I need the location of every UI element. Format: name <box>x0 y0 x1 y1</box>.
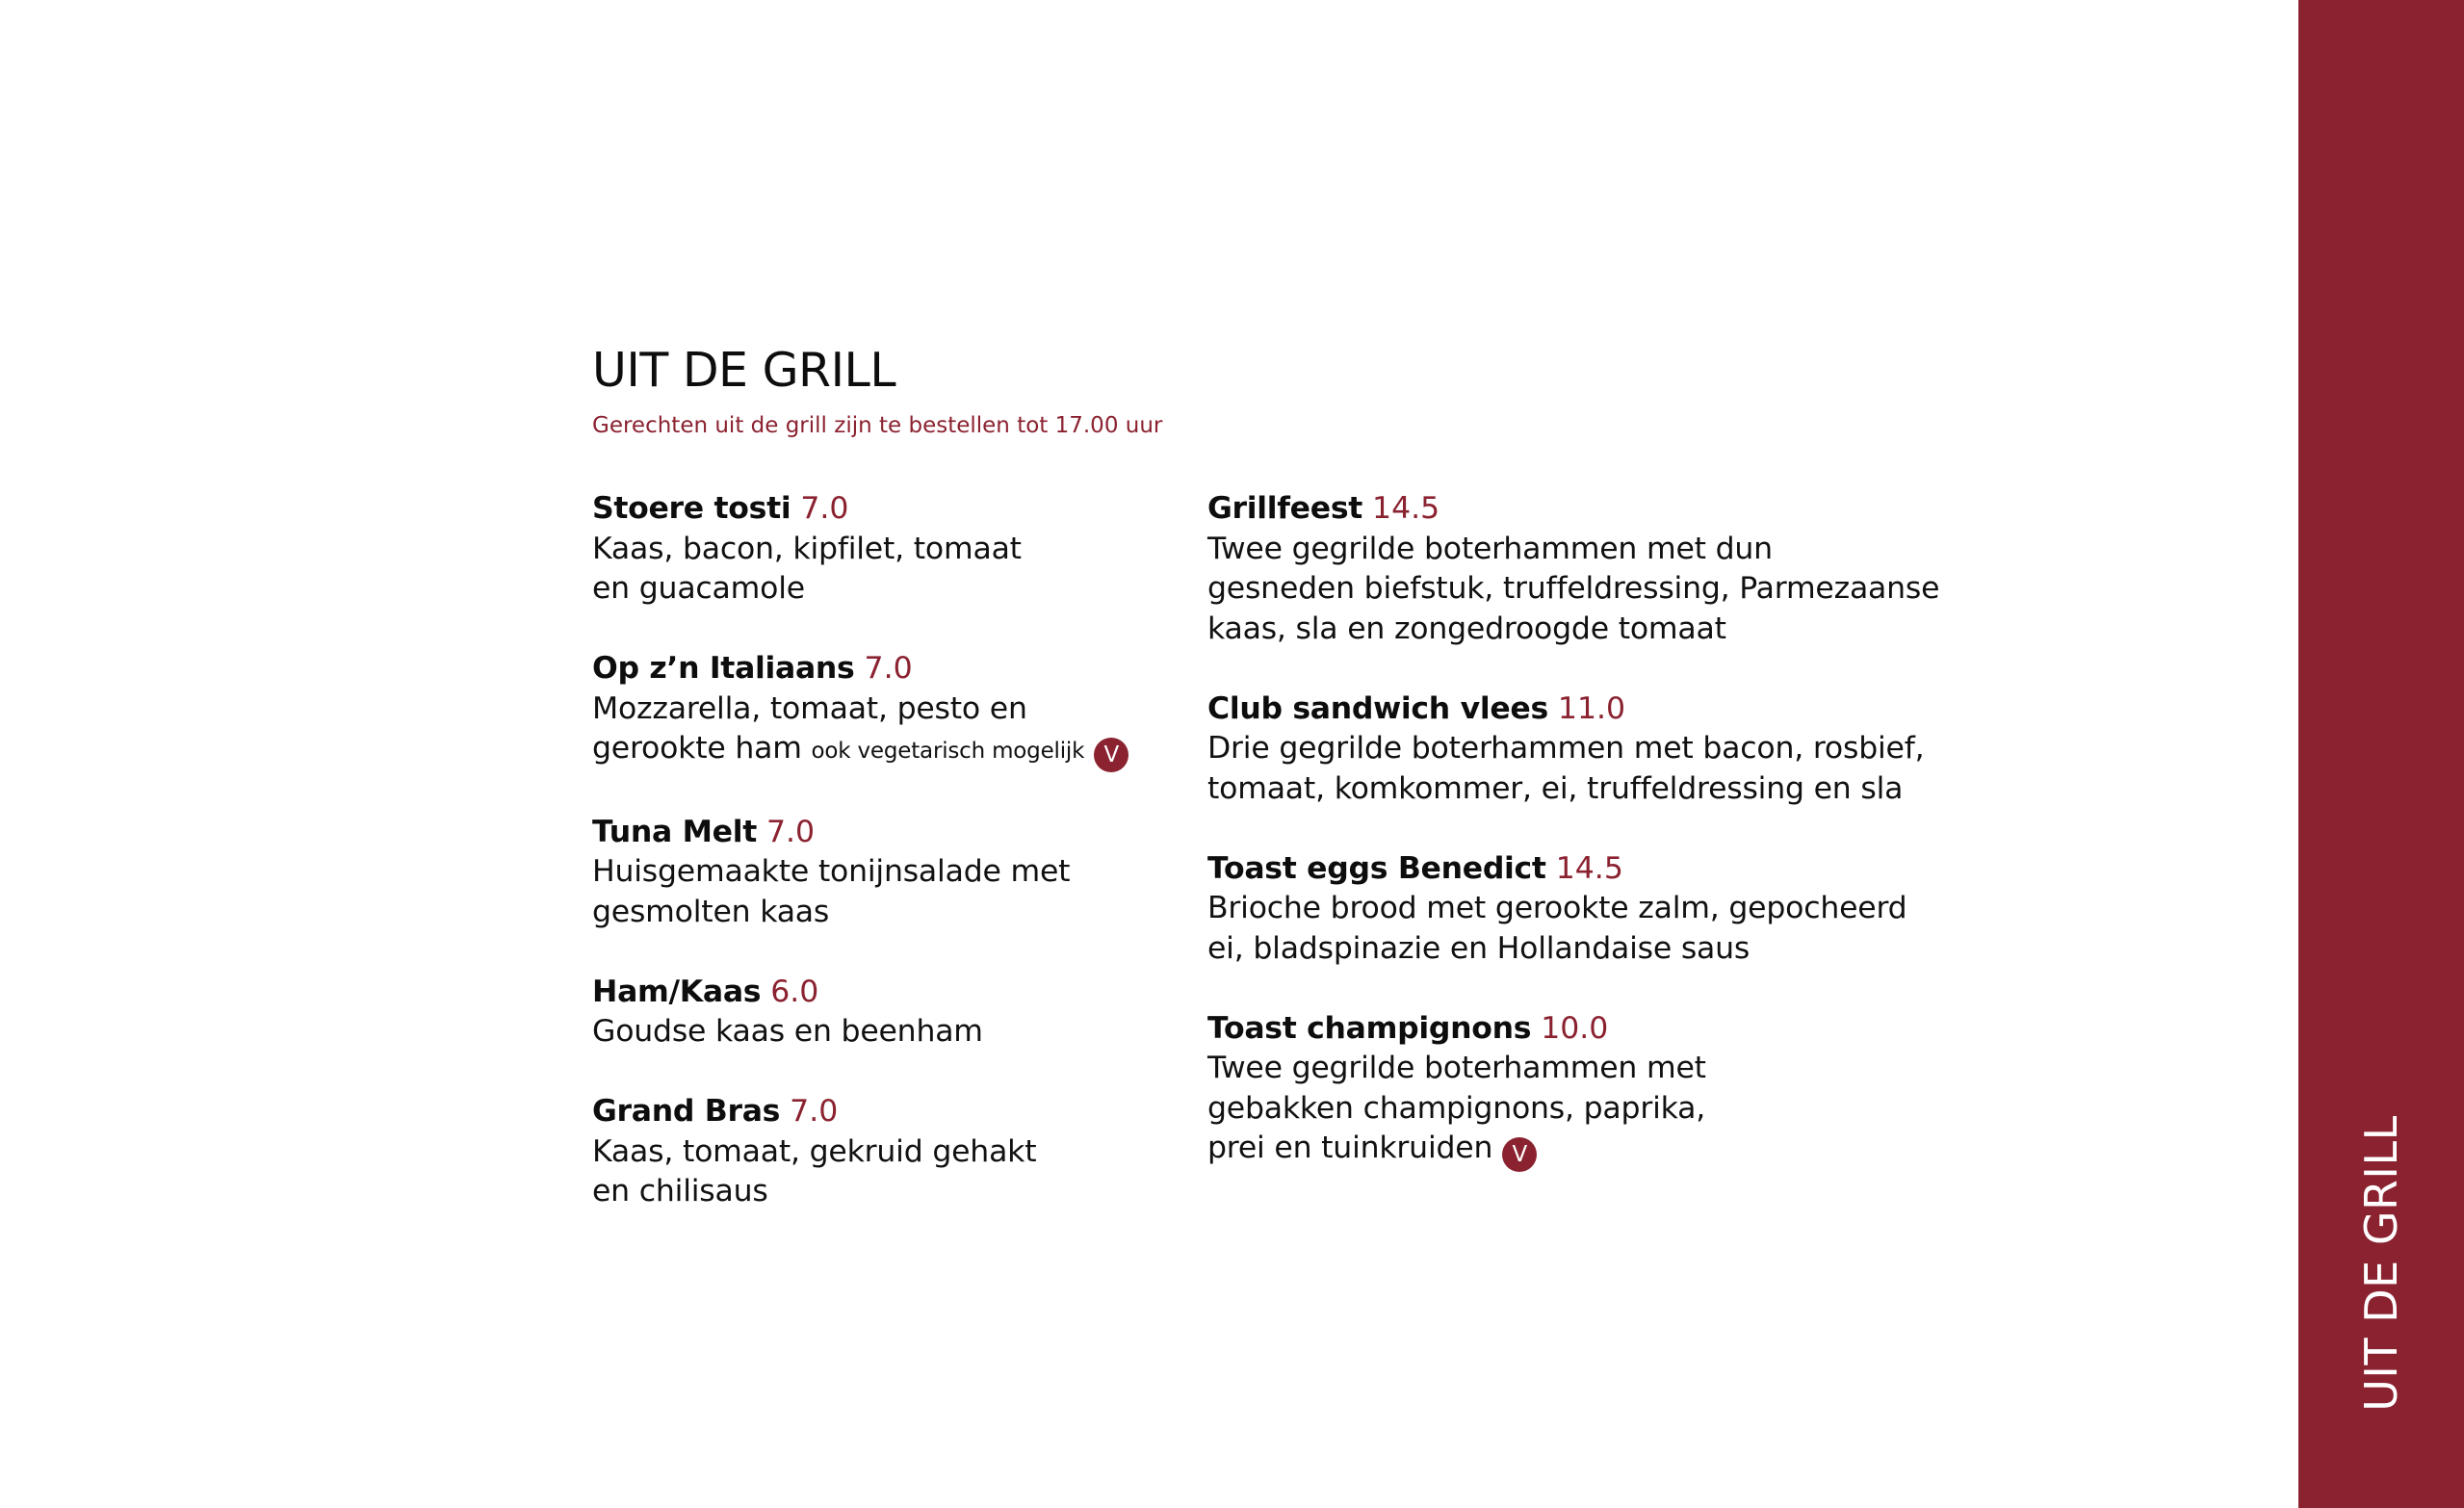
menu-item-description-line: ei, bladspinazie en Hollandaise saus <box>1207 930 1751 966</box>
side-tab-label: UIT DE GRILL <box>2355 1115 2407 1412</box>
menu-item-description-line: Twee gegrilde boterhammen met dun <box>1207 531 1773 566</box>
menu-item-description-line: Kaas, bacon, kipfilet, tomaat <box>592 531 1022 566</box>
menu-item-description-line: Twee gegrilde boterhammen met <box>1207 1051 1706 1085</box>
menu-column-right <box>1207 489 1939 1212</box>
menu-item-price: 14.5 <box>1555 850 1623 886</box>
menu-item-description-line: Huisgemaakte tonijnsalade met <box>592 854 1071 889</box>
menu-item-description-text: prei en tuinkruiden <box>1207 1131 1493 1165</box>
menu-item-name: Toast champignons <box>1207 1010 1532 1046</box>
menu-item-name: Stoere tosti <box>592 491 791 526</box>
menu-item-description-line: Drie gegrilde boterhammen met bacon, rosbief, <box>1207 731 1925 766</box>
menu-item-tuna-melt <box>592 813 1170 933</box>
menu-item-description-line: Brioche brood met gerookte zalm, gepocheerd <box>1207 891 1907 925</box>
menu-item-description-line: Kaas, tomaat, gekruid gehakt <box>592 1133 1037 1169</box>
menu-item-name: Grillfeest <box>1207 491 1363 526</box>
menu-item-toast-eggs-benedict <box>1207 849 1939 970</box>
menu-item-toast-champignons <box>1207 1009 1939 1173</box>
menu-item-description-line: gebakken champignons, paprika, <box>1207 1090 1706 1126</box>
menu-item-description-line: en guacamole <box>592 571 805 606</box>
menu-item-description-line <box>592 729 1170 772</box>
menu-item-name: Ham/Kaas <box>592 974 762 1009</box>
menu-item-price: 14.5 <box>1372 491 1440 526</box>
menu-item-price: 7.0 <box>800 491 849 526</box>
menu-item-price: 7.0 <box>864 651 913 686</box>
side-tab <box>2298 0 2464 1508</box>
menu-item-description-line: gesmolten kaas <box>592 894 830 929</box>
menu-item-name: Club sandwich vlees <box>1207 690 1548 726</box>
menu-item-name: Tuna Melt <box>592 814 757 849</box>
menu-item-ham-kaas <box>592 973 1170 1053</box>
menu-item-name: Grand Bras <box>592 1094 781 1129</box>
vegetarian-option-note: ook vegetarisch mogelijk <box>811 739 1085 764</box>
menu-item-price: 11.0 <box>1557 690 1626 726</box>
menu-item-description-line: gesneden biefstuk, truffeldressing, Parmezaanse <box>1207 571 1940 606</box>
menu-item-price: 7.0 <box>790 1094 839 1129</box>
menu-item-stoere-tosti <box>592 489 1170 610</box>
menu-item-description-line: kaas, sla en zongedroogde tomaat <box>1207 611 1726 646</box>
menu-item-price: 7.0 <box>765 814 816 849</box>
menu-item-description-line: Goudse kaas en beenham <box>592 1014 983 1049</box>
menu-item-op-zn-italiaans <box>592 649 1170 772</box>
menu-item-name: Toast eggs Benedict <box>1207 850 1546 886</box>
vegetarian-badge-icon: V <box>1502 1137 1537 1172</box>
menu-item-description-line <box>1207 1129 1939 1172</box>
vegetarian-badge-icon: V <box>1094 738 1128 772</box>
menu-item-grillfeest <box>1207 489 1939 649</box>
menu-item-price: 10.0 <box>1541 1010 1609 1046</box>
menu-item-description-line: en chilisaus <box>592 1174 768 1209</box>
menu-item-description-line: tomaat, komkommer, ei, truffeldressing en sla <box>1207 770 1904 806</box>
menu-item-price: 6.0 <box>770 974 819 1009</box>
page-subtitle: Gerechten uit de grill zijn te bestellen tot 17.00 uur <box>592 413 1163 438</box>
page-title: UIT DE GRILL <box>592 343 896 398</box>
menu-item-name: Op z’n Italiaans <box>592 651 855 686</box>
menu-item-grand-bras <box>592 1092 1170 1212</box>
menu-item-description-text: gerookte ham <box>592 731 802 766</box>
menu-item-club-sandwich-vlees <box>1207 689 1939 810</box>
menu-column-left <box>592 489 1170 1252</box>
menu-item-description-line: Mozzarella, tomaat, pesto en <box>592 690 1027 726</box>
